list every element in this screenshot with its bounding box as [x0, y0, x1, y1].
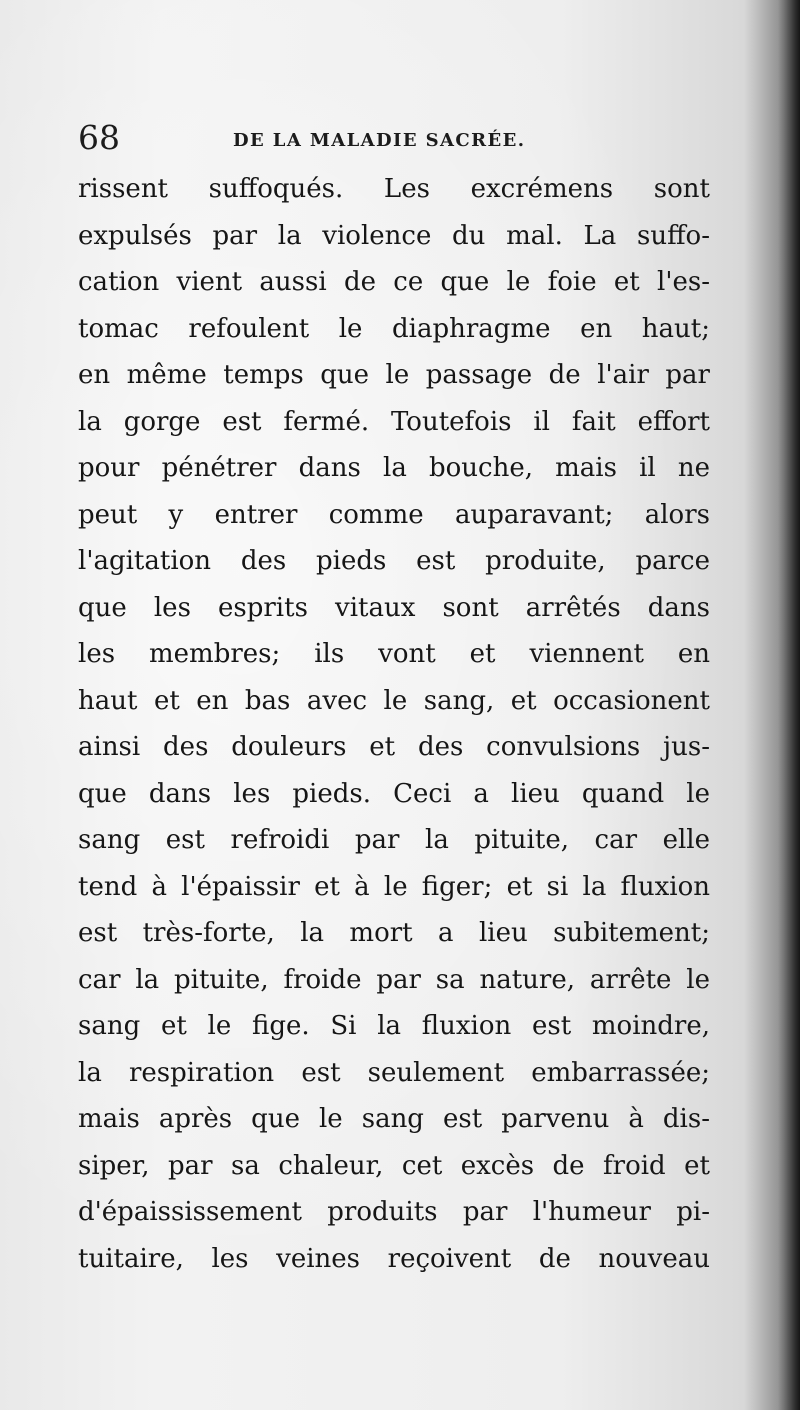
text-line: rissent suffoqués. Les excrémens sont: [78, 174, 710, 204]
text-line: haut et en bas avec le sang, et occasionent: [78, 685, 710, 716]
text-line: sang et le fige. Si la fluxion est moindre,: [78, 1011, 710, 1041]
text-line: l'agitation des pieds est produite, parce: [78, 546, 710, 576]
text-line: peut y entrer comme auparavant; alors: [78, 499, 710, 530]
text-line: les membres; ils vont et viennent en: [78, 639, 710, 669]
page-header: [78, 118, 718, 166]
text-line: sang est refroidi par la pituite, car elle: [78, 825, 710, 855]
text-line: tuitaire, les veines reçoivent de nouveau: [78, 1243, 710, 1274]
text-line: ainsi des douleurs et des convulsions jus-: [78, 732, 710, 762]
running-title: DE LA MALADIE SACRÉE.: [233, 130, 526, 151]
text-line: tend à l'épaissir et à le figer; et si la fluxion: [78, 871, 710, 902]
body-text: [78, 166, 710, 1282]
text-line: pour pénétrer dans la bouche, mais il ne: [78, 453, 710, 483]
text-line: expulsés par la violence du mal. La suffo-: [78, 220, 710, 251]
text-line: car la pituite, froide par sa nature, arrête le: [78, 964, 710, 995]
text-line: est très-forte, la mort a lieu subitement;: [78, 918, 710, 948]
text-line: siper, par sa chaleur, cet excès de froid et: [78, 1150, 710, 1181]
page-number: 68: [78, 118, 120, 157]
text-line: la respiration est seulement embarrassée;: [78, 1057, 710, 1088]
text-line: en même temps que le passage de l'air par: [78, 360, 710, 390]
text-line: que les esprits vitaux sont arrêtés dans: [78, 592, 710, 623]
text-line: la gorge est fermé. Toutefois il fait effort: [78, 406, 710, 437]
text-line: cation vient aussi de ce que le foie et l'es-: [78, 267, 710, 297]
text-line: que dans les pieds. Ceci a lieu quand le: [78, 778, 710, 809]
text-line: tomac refoulent le diaphragme en haut;: [78, 313, 710, 344]
text-line: d'épaississement produits par l'humeur pi-: [78, 1197, 710, 1227]
page-edge-shadow: [778, 0, 800, 1410]
text-line: mais après que le sang est parvenu à dis-: [78, 1104, 710, 1134]
